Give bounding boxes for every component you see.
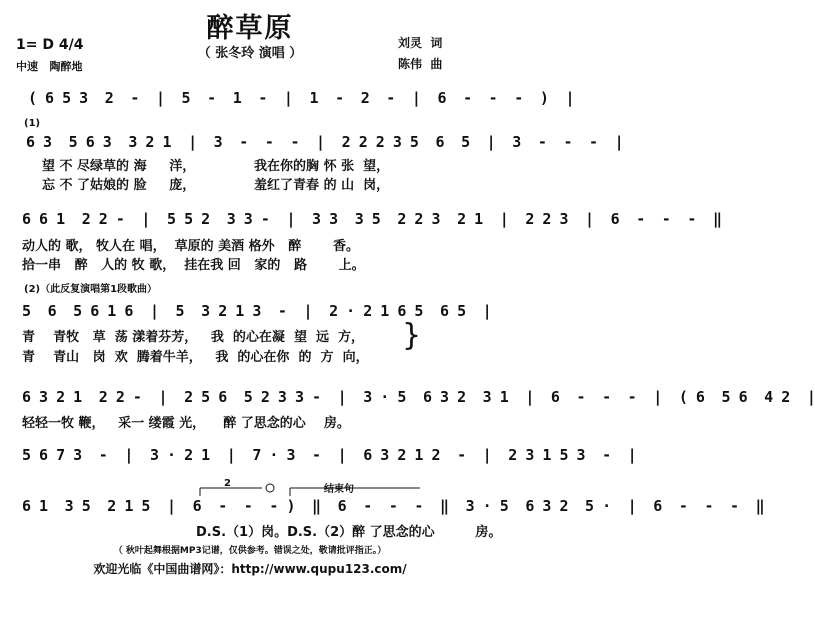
lyrics-line-3a: 动人的 歌， 牧人在 唱， 草原的 美酒 格外 醉 香。 xyxy=(22,239,359,254)
segno-mark-2: (2)（此反复演唱第1段歌曲） xyxy=(24,284,158,295)
coda-sign xyxy=(266,484,274,492)
lyrics-line-4b: 青 青山 岗 欢 腾着牛羊， 我 的心在你 的 方 向， xyxy=(22,350,369,365)
ending-label: 结束句 xyxy=(324,484,354,495)
lyrics-line-5: 轻轻一牧 鞭， 采一 缕霞 光， 醉 了思念的心 房。 xyxy=(22,416,350,431)
transcription-note: （ 秋叶起舞根据MP3记谱，仅供参考。错误之处，敬请批评指正。） xyxy=(113,546,387,556)
repeat-brace: } xyxy=(402,318,422,353)
lyrics-line-7: D.S.（1）岗。D.S.（2）醉 了思念的心 房。 xyxy=(196,525,502,540)
volta-number: 2 xyxy=(224,478,231,489)
score-line-5: 6 3 2 1 2 2 - | 2 5 6 5 2 3 3 - | 3 · 5 6 3 2 3 1 | 6 - - - | ( 6 5 6 4 2 | xyxy=(22,388,815,406)
lyrics-line-2a: 望 不 尽绿草的 海 洋， 我在你的胸 怀 张 望， xyxy=(42,159,390,174)
lyricist-credit: 刘灵 词 xyxy=(398,36,443,50)
composer-credit: 陈伟 曲 xyxy=(398,57,443,71)
tempo-marking: 中速 陶醉地 xyxy=(16,60,83,73)
score-line-2: 6 3 5 6 3 3 2 1 | 3 - - - | 2 2 2 3 5 6 5 | 3 - - - | xyxy=(26,133,624,151)
lyrics-line-4a: 青 青牧 草 荡 漾着芬芳， 我 的心在凝 望 远 方， xyxy=(22,330,365,345)
performer-subtitle: （ 张冬玲 演唱 ） xyxy=(197,46,303,61)
key-signature: 1= D 4/4 xyxy=(16,37,84,53)
lyrics-line-3b: 拾一串 醉 人的 牧 歌， 挂在我 回 家的 路 上。 xyxy=(22,258,365,273)
website-footer: 欢迎光临《中国曲谱网》：http://www.qupu123.com/ xyxy=(93,562,407,576)
page-title: 醉草原 xyxy=(206,13,294,44)
score-line-6: 5 6 7 3 - | 3 · 2 1 | 7 · 3 - | 6 3 2 1 2 - | 2 3 1 5 3 - | xyxy=(22,446,637,464)
score-line-3: 6 6 1 2 2 - | 5 5 2 3 3 - | 3 3 3 5 2 2 3 2 1 | 2 2 3 | 6 - - - ‖ xyxy=(22,210,722,228)
score-line-4: 5 6 5 6 1 6 | 5 3 2 1 3 - | 2 · 2 1 6 5 6 5 | xyxy=(22,302,492,320)
score-line-1: ( 6 5 3 2 - | 5 - 1 - | 1 - 2 - | 6 - - - ) | xyxy=(28,89,574,107)
score-line-7: 6 1 3 5 2 1 5 | 6 - - - ) ‖ 6 - - - ‖ 3 · 5 6 3 2 5 · | 6 - - - ‖ xyxy=(22,497,765,515)
ending-brackets xyxy=(0,478,500,498)
segno-mark-1: (1) xyxy=(24,118,41,129)
lyrics-line-2b: 忘 不 了姑娘的 脸 庞， 羞红了青春 的 山 岗， xyxy=(42,178,390,193)
